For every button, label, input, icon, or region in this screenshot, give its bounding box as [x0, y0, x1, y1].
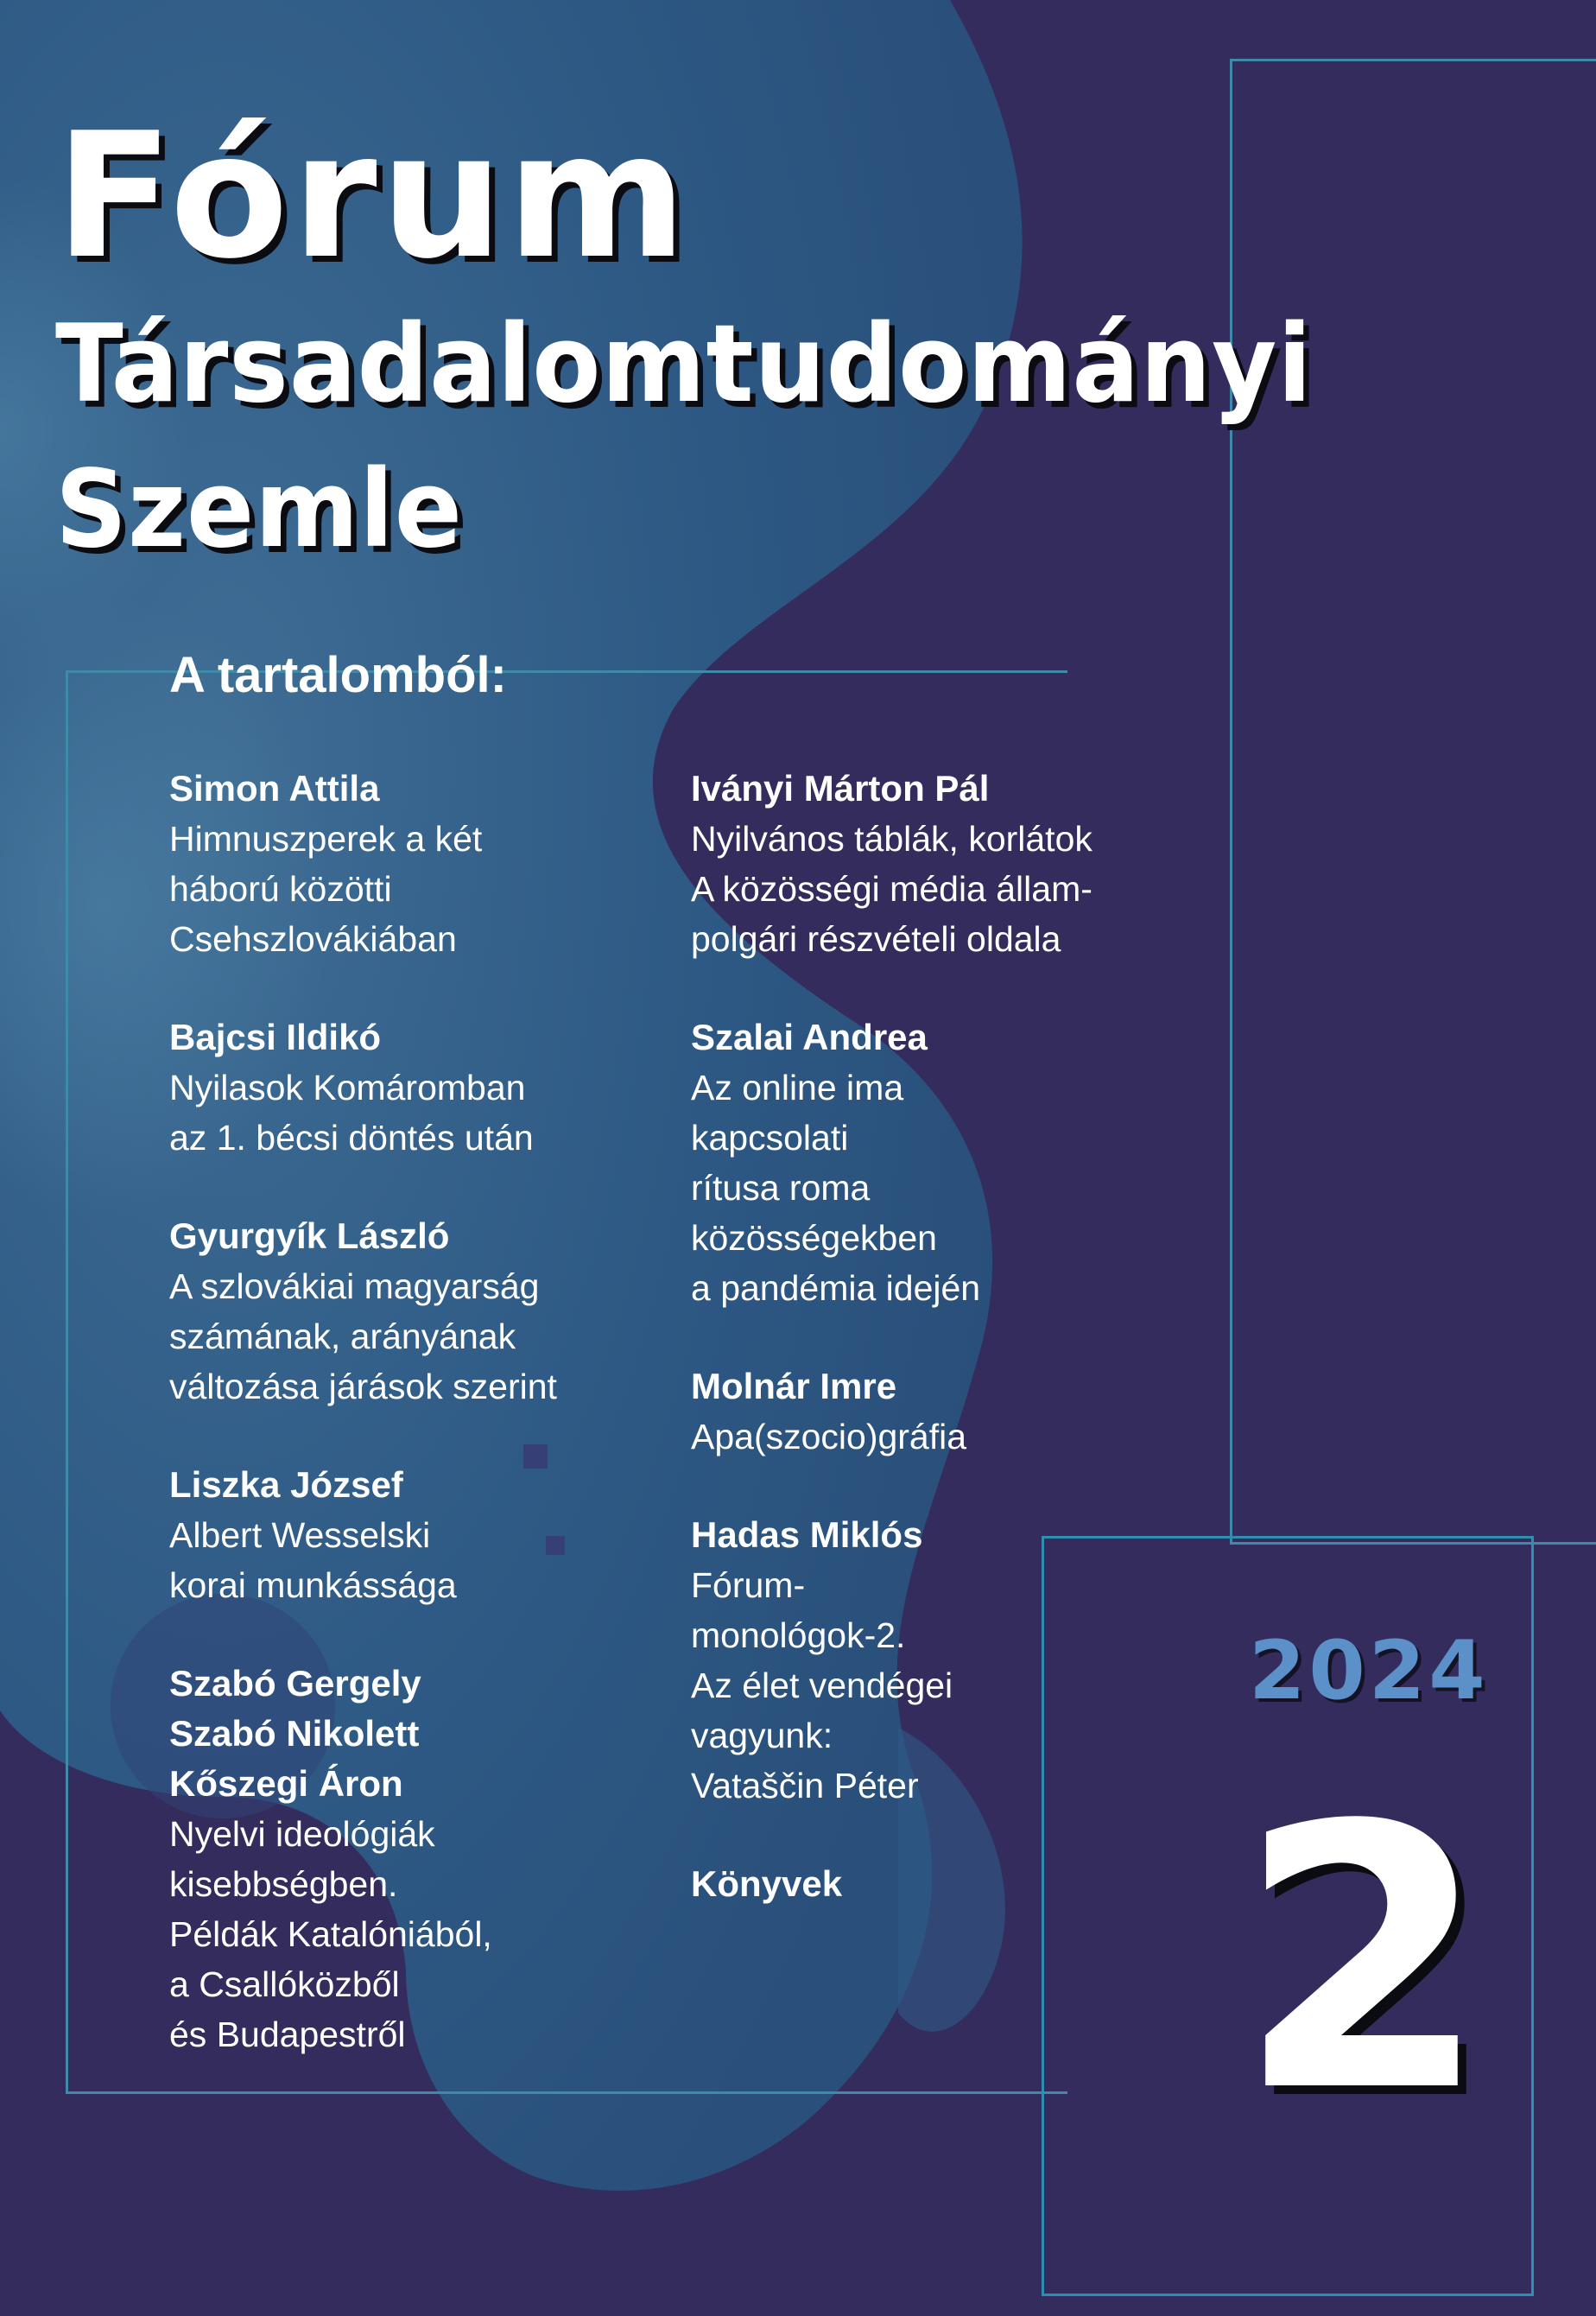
entry-title-line: változása járások szerint: [169, 1367, 557, 1406]
entry-title-line: háború közötti: [169, 869, 392, 909]
entry-title-line: Példák Katalóniából,: [169, 1914, 492, 1954]
entry-title-line: Himnuszperek a két: [169, 819, 483, 859]
entry-author: Iványi Márton Pál: [691, 768, 990, 809]
entry-author: Szabó Nikolett: [169, 1713, 420, 1754]
entry-title-line: kapcsolati: [691, 1118, 849, 1158]
entry-section-books: Könyvek: [691, 1863, 843, 1904]
entry-title-line: A szlovákiai magyarság: [169, 1266, 540, 1306]
entry-title-line: a Csallóközből: [169, 1964, 400, 2004]
contents-column-left: [169, 764, 705, 2108]
contents-entry: [169, 1460, 705, 1610]
entry-author: Bajcsi Ildikó: [169, 1017, 382, 1057]
entry-title-line: Albert Wesselski: [169, 1515, 431, 1555]
entry-author: Liszka József: [169, 1464, 403, 1505]
contents-entry: [169, 764, 705, 964]
contents-entry: [169, 1012, 705, 1163]
entry-title-line: Apa(szocio)gráfia: [691, 1417, 967, 1456]
entry-title-line: a pandémia idején: [691, 1268, 981, 1308]
entry-title-line: közösségekben: [691, 1218, 937, 1258]
entry-title-line: Nyilvános táblák, korlátok: [691, 819, 1092, 859]
entry-title-line: Csehszlovákiában: [169, 919, 457, 959]
entry-author: Szabó Gergely: [169, 1663, 421, 1704]
entry-title-line: Nyilasok Komáromban: [169, 1068, 526, 1107]
contents-entry: [691, 764, 1226, 964]
journal-subtitle-line2: Szemle: [55, 447, 463, 572]
entry-title-line: Az élet vendégei: [691, 1666, 953, 1705]
contents-entry: [691, 1859, 1226, 1909]
contents-column-right: [691, 764, 1226, 1957]
entry-title-line: kisebbségben.: [169, 1864, 398, 1904]
entry-title-line: Nyelvi ideológiák: [169, 1814, 435, 1854]
contents-entry: [691, 1361, 1226, 1462]
issue-year: 2024: [1249, 1624, 1489, 1718]
entry-author: Molnár Imre: [691, 1366, 897, 1406]
entry-author: Simon Attila: [169, 768, 380, 809]
decorative-frame-right: [1230, 59, 1596, 1545]
issue-number: 2: [1237, 1749, 1490, 2172]
entry-title-line: polgári részvételi oldala: [691, 919, 1061, 959]
entry-title-line: az 1. bécsi döntés után: [169, 1118, 534, 1158]
entry-title-line: korai munkássága: [169, 1565, 457, 1605]
journal-title: Fórum: [55, 96, 691, 297]
journal-subtitle-line1: Társadalomtudományi: [55, 302, 1313, 427]
entry-title-line: rítusa roma: [691, 1168, 871, 1208]
entry-title-line: és Budapestről: [169, 2015, 406, 2054]
entry-title-line: vagyunk:: [691, 1716, 833, 1755]
entry-title-line: Az online ima: [691, 1068, 904, 1107]
entry-title-line: A közösségi média állam-: [691, 869, 1092, 909]
entry-title-line: Vataščin Péter: [691, 1766, 919, 1805]
entry-author: Hadas Miklós: [691, 1514, 923, 1555]
contents-heading: A tartalomból:: [169, 647, 507, 703]
entry-title-line: Fórum-: [691, 1565, 806, 1605]
entry-author: Kőszegi Áron: [169, 1763, 403, 1804]
entry-author: Szalai Andrea: [691, 1017, 928, 1057]
entry-title-line: monológok-2.: [691, 1615, 906, 1655]
contents-entry: [691, 1012, 1226, 1313]
entry-author: Gyurgyík László: [169, 1215, 450, 1256]
contents-entry: [691, 1510, 1226, 1811]
contents-entry: [169, 1211, 705, 1412]
contents-entry: [169, 1659, 705, 2059]
entry-title-line: számának, arányának: [169, 1317, 516, 1356]
